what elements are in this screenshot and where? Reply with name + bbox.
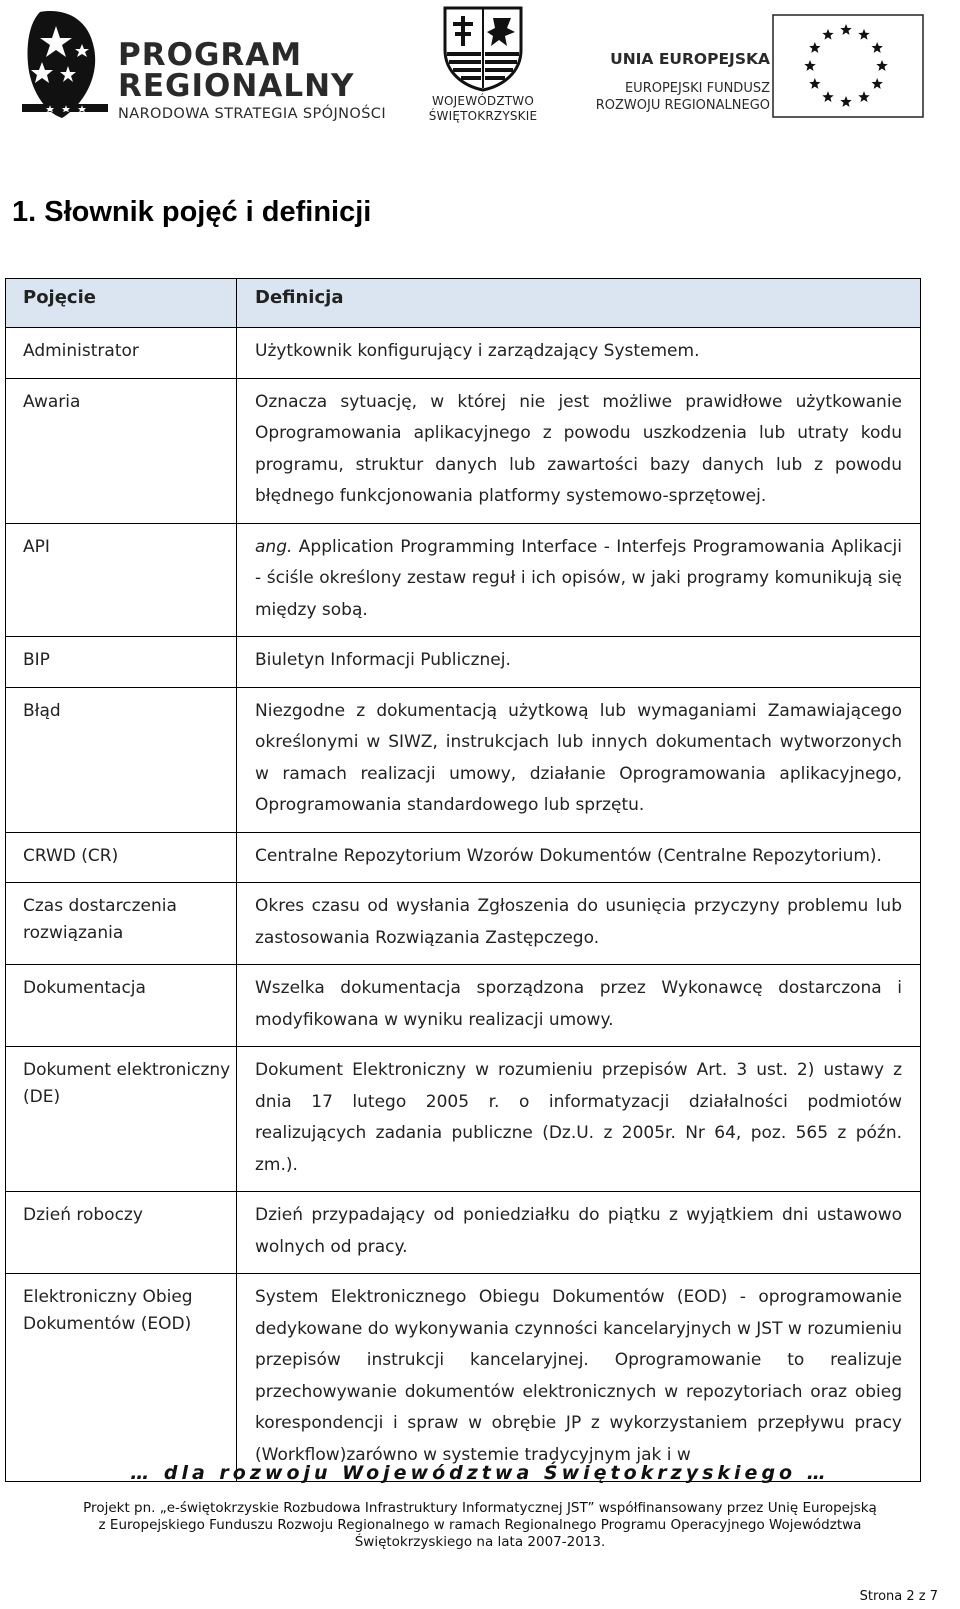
table-row: [6, 832, 921, 883]
program-logo-line2: REGIONALNY: [118, 68, 355, 104]
definition-cell: Wszelka dokumentacja sporządzona przez Wykonawcę dostarczona i modyfikowana w wyniku realizacji umowy.: [237, 965, 921, 1047]
table-row: [6, 1274, 921, 1482]
term-cell: Elektroniczny Obieg Dokumentów (EOD): [23, 1287, 193, 1334]
wojewodztwo-logo-line2: ŚWIĘTOKRZYSKIE: [428, 109, 538, 123]
wojewodztwo-logo: [428, 6, 538, 130]
term-cell: Awaria: [23, 391, 81, 412]
footer-project-info: [0, 1500, 960, 1551]
table-row: [6, 523, 921, 637]
definition-prefix: ang.: [255, 536, 293, 557]
footer-project-line3: Świętokrzyskiego na lata 2007-2013.: [354, 1534, 606, 1550]
column-header-definition: Definicja: [237, 279, 921, 328]
table-row: [6, 378, 921, 523]
page-number: Strona 2 z 7: [859, 1589, 938, 1604]
program-logo-line3: NARODOWA STRATEGIA SPÓJNOŚCI: [118, 106, 387, 122]
column-header-term: Pojęcie: [6, 279, 237, 328]
term-cell: API: [23, 536, 50, 557]
term-cell: Dokument elektroniczny (DE): [23, 1060, 231, 1107]
definition-cell: System Elektronicznego Obiegu Dokumentów (EOD) - oprogramowanie dedykowane do wykonywania czynności kancelaryjnych w JST w rozumieniu przepisów instrukcji kancelaryjnej. Oprogramowanie to realizuje przechowywanie dokumentów elektronicznych w repozytoriach oraz obieg korespondencji i spraw w obrębie JP z wykorzystaniem przepływu pracy (Workflow)zarówno w systemie tradycyjnym jak i w: [237, 1274, 921, 1482]
definition-cell: Centralne Repozytorium Wzorów Dokumentów (Centralne Repozytorium).: [237, 832, 921, 883]
term-cell: BIP: [23, 650, 50, 670]
ue-logo-line3: ROZWOJU REGIONALNEGO: [595, 98, 770, 113]
table-row: [6, 965, 921, 1047]
table-row: [6, 687, 921, 832]
ue-logo-line1: UNIA EUROPEJSKA: [610, 50, 770, 68]
definition-cell: Dzień przypadający od poniedziałku do piątku z wyjątkiem dni ustawowo wolnych od pracy.: [237, 1192, 921, 1274]
definition-text: Application Programming Interface - Interfejs Programowania Aplikacji - ściśle określony zestaw reguł i ich opisów, w jaki programy komunikują się między sobą.: [255, 536, 902, 620]
page-title: 1. Słownik pojęć i definicji: [12, 196, 372, 228]
definition-cell: Dokument Elektroniczny w rozumieniu przepisów Art. 3 ust. 2) ustawy z dnia 17 lutego 2005 r. o informatyzacji działalności podmiotów realizujących zadania publiczne (Dz.U. z 2005r. Nr 64, poz. 565 z późn. zm.).: [237, 1047, 921, 1192]
program-regionalny-emblem-icon: [22, 8, 112, 128]
term-cell: Dzień roboczy: [23, 1205, 143, 1225]
table-row: [6, 637, 921, 688]
table-row: [6, 883, 921, 965]
wojewodztwo-coat-of-arms-icon: [441, 6, 525, 92]
term-cell: Dokumentacja: [23, 978, 146, 998]
term-cell: Błąd: [23, 700, 61, 721]
term-cell: Administrator: [23, 341, 139, 361]
definition-cell: Oznacza sytuację, w której nie jest możliwe prawidłowe użytkowanie Oprogramowania aplikacyjnego z powodu uszkodzenia lub utraty kodu programu, struktur danych lub zawartości bazy danych lub z powodu błędnego funkcjonowania platformy systemowo-sprzętowej.: [237, 378, 921, 523]
eu-flag-icon: [772, 14, 924, 118]
table-row: [6, 328, 921, 379]
table-row: [6, 1192, 921, 1274]
definition-cell: Okres czasu od wysłania Zgłoszenia do usunięcia przyczyny problemu lub zastosowania Rozwiązania Zastępczego.: [237, 883, 921, 965]
wojewodztwo-logo-line1: WOJEWÓDZTWO: [431, 94, 535, 108]
footer-project-line2: z Europejskiego Funduszu Rozwoju Regionalnego w ramach Regionalnego Programu Operacyjnego Województwa: [98, 1517, 862, 1533]
ue-logo-line2: EUROPEJSKI FUNDUSZ: [624, 81, 770, 96]
header-logos: [0, 0, 960, 140]
program-logo-line1: PROGRAM: [118, 37, 303, 73]
definition-cell: Niezgodne z dokumentacją użytkową lub wymaganiami Zamawiającego określonymi w SIWZ, instrukcjach lub innych dokumentach wytworzonych w ramach realizacji umowy, działanie Oprogramowania aplikacyjnego, Oprogramowania standardowego lub sprzętu.: [237, 687, 921, 832]
footer-project-line1: Projekt pn. „e-świętokrzyskie Rozbudowa Infrastruktury Informatycznej JST” współfinansowany przez Unię Europejską: [83, 1500, 877, 1516]
table-row: [6, 1047, 921, 1192]
program-regionalny-logo: [22, 8, 402, 128]
definition-cell: Biuletyn Informacji Publicznej.: [237, 637, 921, 688]
definition-cell: [237, 523, 921, 637]
table-header-row: [6, 279, 921, 328]
definition-cell: Użytkownik konfigurujący i zarządzający Systemem.: [237, 328, 921, 379]
unia-europejska-logo: [592, 14, 932, 124]
footer-slogan: … dla rozwoju Województwa Świętokrzyskiego …: [130, 1462, 830, 1484]
term-cell: CRWD (CR): [23, 845, 119, 866]
glossary-table: [5, 278, 921, 1482]
term-cell: Czas dostarczenia rozwiązania: [23, 896, 177, 943]
